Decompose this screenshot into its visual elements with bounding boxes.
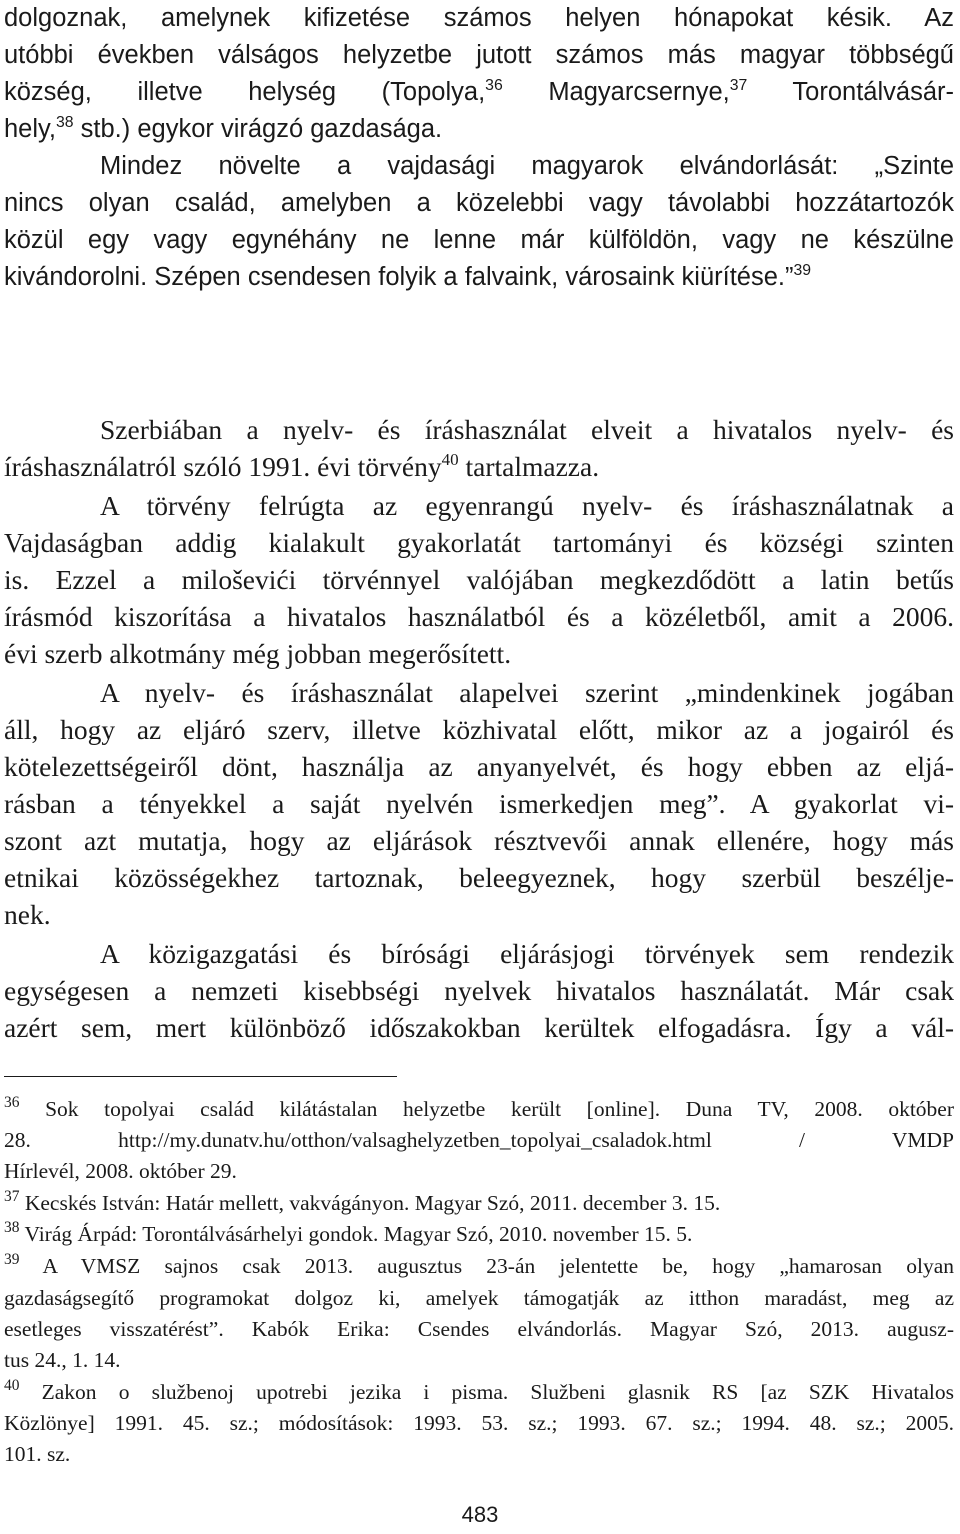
footnote-separator <box>4 1076 397 1077</box>
body-line: egységesen a nemzeti kisebbségi nyelvek hivatalos használatát. Már csak <box>4 975 954 1006</box>
footnote-line: 28. http://my.dunatv.hu/otthon/valsaghelyzetben_topolyai_csaladok.html / VMDP <box>4 1128 954 1152</box>
body-line: évi szerb alkotmány még jobban megerősített. <box>4 638 512 669</box>
footnote-40: $^{40}$ Zakon o službenoj upotrebi jezika i pisma. Službeni glasnik RS [az SZK Hivatalos <box>4 1377 955 1404</box>
footnote-number: 39 <box>4 1251 20 1269</box>
footnote-ref-37[interactable]: 37 <box>729 76 748 94</box>
body-line: Szerbiában a nyelv- és íráshasználat elveit a hivatalos nyelv- és <box>100 414 954 445</box>
body-line: is. Ezzel a miloševići törvénnyel valójában megkezdődött a latin betűs <box>4 564 954 595</box>
footnote-line: Közlönye] 1991. 45. sz.; módosítások: 1993. 53. sz.; 1993. 67. sz.; 1994. 48. sz.; 2005. <box>4 1411 954 1435</box>
footnote-line: esetleges visszatérést”. Kabók Erika: Csendes elvándorlás. Magyar Szó, 2013. augusz- <box>4 1317 954 1341</box>
body-line: áll, hogy az eljáró szerv, illetve közhivatal előtt, mikor az a jogairól és <box>4 714 954 745</box>
body-line: szont azt mutatja, hogy az eljárások résztvevői annak ellenére, hogy más <box>4 825 954 856</box>
body-line: utóbbi években válságos helyzetbe jutott számos más magyar többségű <box>4 41 954 69</box>
body-line: írásmód kiszorítása a hivatalos használatból és a közéletből, amit a 2006. <box>4 601 954 632</box>
footnote-number: 38 <box>4 1219 20 1237</box>
body-line: íráshasználatról szóló 1991. évi törvény$^{40}$ tartalmazza. <box>4 450 600 482</box>
body-line: A közigazgatási és bírósági eljárásjogi törvények sem rendezik <box>100 938 954 969</box>
footnote-39: $^{39}$ A VMSZ sajnos csak 2013. augusztus 23-án jelentette be, hogy „hamarosan olyan <box>4 1251 954 1278</box>
body-line: Vajdaságban addig kialakult gyakorlatát tartományi és községi szinten <box>4 527 954 558</box>
body-line: község, illetve helység (Topolya,$^{36}$ Magyarcsernye,$^{37}$ Torontálvásár- <box>4 76 954 106</box>
body-line: kötelezettségeiről dönt, használja az anyanyelvét, és hogy ebben az eljá- <box>4 751 954 782</box>
footnote-37: $^{37}$ Kecskés István: Határ mellett, vakvágányon. Magyar Szó, 2011. december 3. 15. <box>4 1188 721 1215</box>
footnote-line: Hírlevél, 2008. október 29. <box>4 1159 237 1183</box>
footnote-number: 36 <box>4 1094 20 1112</box>
body-line: hely,$^{38}$ stb.) egykor virágzó gazdasága. <box>4 113 443 143</box>
body-line: A nyelv- és íráshasználat alapelvei szerint „mindenkinek jogában <box>100 677 954 708</box>
footnote-ref-38[interactable]: 38 <box>55 113 74 131</box>
body-line: nincs olyan család, amelyben a közelebbi vagy távolabbi hozzátartozók <box>4 189 954 217</box>
body-line: kivándorolni. Szépen csendesen folyik a falvaink, városaink kiürítése.”$^{39}$ <box>4 261 812 291</box>
body-line: rásban a tényekkel a saját nyelvén ismerkedjen meg”. A gyakorlat vi- <box>4 788 954 819</box>
footnote-line: 101. sz. <box>4 1442 71 1466</box>
body-line: Mindez növelte a vajdasági magyarok elvándorlását: „Szinte <box>100 152 954 180</box>
footnote-line: gazdaságsegítő programokat dolgoz ki, amelyek támogatják az itthon maradást, meg az <box>4 1286 954 1310</box>
footnote-38: $^{38}$ Virág Árpád: Torontálvásárhelyi gondok. Magyar Szó, 2010. november 15. 5. <box>4 1219 693 1246</box>
footnote-ref-39[interactable]: 39 <box>793 261 812 279</box>
footnote-number: 37 <box>4 1188 20 1206</box>
page-number: 483 <box>461 1502 499 1527</box>
body-line: dolgoznak, amelynek kifizetése számos helyen hónapokat késik. Az <box>4 4 954 32</box>
body-line: azért sem, mert különböző időszakokban kerültek elfogadásra. Így a vál- <box>4 1012 954 1043</box>
body-line: etnikai közösségekhez tartoznak, beleegyeznek, hogy szerbül beszélje- <box>4 862 954 893</box>
footnote-number: 40 <box>4 1377 20 1395</box>
body-line: A törvény felrúgta az egyenrangú nyelv- és íráshasználatnak a <box>100 490 954 521</box>
body-line: közül egy vagy egynéhány ne lenne már külföldön, vagy ne készülne <box>4 226 954 254</box>
footnote-36: $^{36}$ Sok topolyai család kilátástalan helyzetbe került [online]. Duna TV, 2008. október <box>4 1094 954 1121</box>
footnote-ref-36[interactable]: 36 <box>485 76 503 94</box>
body-line: nek. <box>4 899 51 930</box>
footnote-line: tus 24., 1. 14. <box>4 1348 121 1372</box>
footnote-ref-40[interactable]: 40 <box>441 450 459 469</box>
